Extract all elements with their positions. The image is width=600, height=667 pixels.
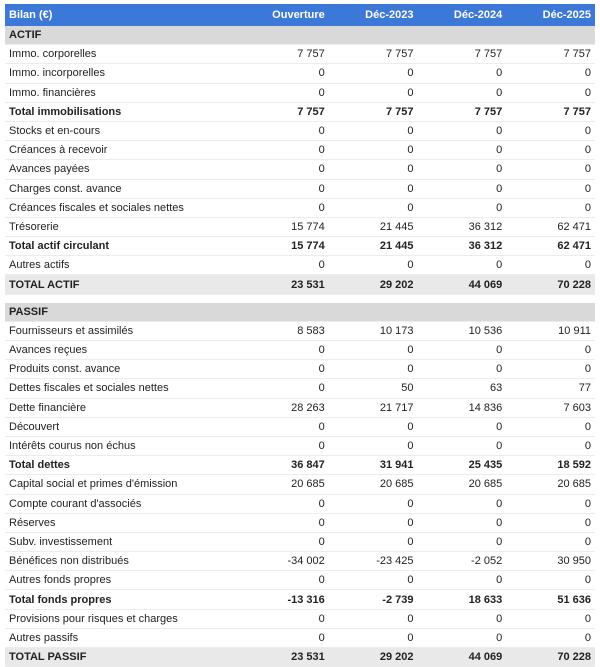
cell-value: 62 471 bbox=[506, 217, 595, 236]
cell-value: 0 bbox=[240, 141, 329, 160]
cell-value: 0 bbox=[418, 417, 507, 436]
cell-value: 0 bbox=[329, 198, 418, 217]
cell-value: 0 bbox=[240, 160, 329, 179]
cell-value: 0 bbox=[329, 360, 418, 379]
cell-value: 70 228 bbox=[506, 648, 595, 667]
table-row bbox=[5, 160, 595, 179]
cell-value: 44 069 bbox=[418, 275, 507, 294]
row-label: Immo. corporelles bbox=[5, 45, 240, 64]
cell-value: 62 471 bbox=[506, 237, 595, 256]
section-label: ACTIF bbox=[5, 26, 595, 45]
row-label: Fournisseurs et assimilés bbox=[5, 321, 240, 340]
cell-value: 0 bbox=[506, 141, 595, 160]
row-label: Total fonds propres bbox=[5, 590, 240, 609]
row-label: Autres fonds propres bbox=[5, 571, 240, 590]
cell-value: 0 bbox=[506, 532, 595, 551]
row-label: Produits const. avance bbox=[5, 360, 240, 379]
cell-value: 0 bbox=[329, 160, 418, 179]
table-row bbox=[5, 45, 595, 64]
cell-value: 15 774 bbox=[240, 217, 329, 236]
row-label: Bénéfices non distribués bbox=[5, 552, 240, 571]
table-row bbox=[5, 83, 595, 102]
cell-value: 0 bbox=[240, 179, 329, 198]
cell-value: 0 bbox=[329, 494, 418, 513]
row-label: Total dettes bbox=[5, 456, 240, 475]
table-row bbox=[5, 532, 595, 551]
cell-value: 0 bbox=[240, 198, 329, 217]
row-label: TOTAL PASSIF bbox=[5, 648, 240, 667]
table-row bbox=[5, 628, 595, 647]
cell-value: 0 bbox=[506, 121, 595, 140]
cell-value: 10 536 bbox=[418, 321, 507, 340]
cell-value: 0 bbox=[329, 83, 418, 102]
cell-value: 0 bbox=[240, 417, 329, 436]
cell-value: 0 bbox=[240, 571, 329, 590]
section-label: PASSIF bbox=[5, 303, 595, 322]
table-row bbox=[5, 417, 595, 436]
cell-value: 0 bbox=[506, 160, 595, 179]
cell-value: 0 bbox=[506, 341, 595, 360]
column-header-dec-2023: Déc-2023 bbox=[329, 4, 418, 26]
table-row bbox=[5, 571, 595, 590]
passif-section bbox=[5, 303, 595, 667]
cell-value: 36 847 bbox=[240, 456, 329, 475]
row-label: Total immobilisations bbox=[5, 102, 240, 121]
cell-value: 29 202 bbox=[329, 648, 418, 667]
subtotal-row bbox=[5, 102, 595, 121]
cell-value: 25 435 bbox=[418, 456, 507, 475]
cell-value: 0 bbox=[418, 609, 507, 628]
cell-value: 0 bbox=[418, 141, 507, 160]
table-row bbox=[5, 360, 595, 379]
cell-value: 0 bbox=[506, 360, 595, 379]
cell-value: 0 bbox=[418, 513, 507, 532]
cell-value: 10 173 bbox=[329, 321, 418, 340]
row-label: Compte courant d'associés bbox=[5, 494, 240, 513]
table-row bbox=[5, 64, 595, 83]
cell-value: 0 bbox=[240, 513, 329, 532]
table-row bbox=[5, 256, 595, 275]
cell-value: 15 774 bbox=[240, 237, 329, 256]
row-label: Charges const. avance bbox=[5, 179, 240, 198]
cell-value: 18 633 bbox=[418, 590, 507, 609]
cell-value: 7 757 bbox=[418, 102, 507, 121]
cell-value: 0 bbox=[506, 64, 595, 83]
cell-value: 0 bbox=[506, 494, 595, 513]
row-label: Provisions pour risques et charges bbox=[5, 609, 240, 628]
row-label: Subv. investissement bbox=[5, 532, 240, 551]
cell-value: 29 202 bbox=[329, 275, 418, 294]
cell-value: 23 531 bbox=[240, 648, 329, 667]
cell-value: 0 bbox=[506, 628, 595, 647]
row-label: Réserves bbox=[5, 513, 240, 532]
table-row bbox=[5, 436, 595, 455]
cell-value: 0 bbox=[506, 436, 595, 455]
cell-value: 0 bbox=[506, 609, 595, 628]
row-label: Stocks et en-cours bbox=[5, 121, 240, 140]
cell-value: 0 bbox=[418, 436, 507, 455]
cell-value: 7 757 bbox=[329, 102, 418, 121]
cell-value: 0 bbox=[418, 571, 507, 590]
grand-total-row bbox=[5, 275, 595, 294]
cell-value: 14 836 bbox=[418, 398, 507, 417]
cell-value: 0 bbox=[418, 179, 507, 198]
header-row bbox=[5, 4, 595, 26]
cell-value: 36 312 bbox=[418, 217, 507, 236]
subtotal-row bbox=[5, 590, 595, 609]
cell-value: 0 bbox=[240, 64, 329, 83]
row-label: Avances reçues bbox=[5, 341, 240, 360]
cell-value: 0 bbox=[506, 256, 595, 275]
cell-value: 0 bbox=[240, 121, 329, 140]
cell-value: 0 bbox=[418, 83, 507, 102]
row-label: Capital social et primes d'émission bbox=[5, 475, 240, 494]
cell-value: 0 bbox=[418, 121, 507, 140]
table-row bbox=[5, 341, 595, 360]
cell-value: 0 bbox=[329, 571, 418, 590]
cell-value: 20 685 bbox=[329, 475, 418, 494]
cell-value: 0 bbox=[329, 121, 418, 140]
table-row bbox=[5, 552, 595, 571]
column-header-dec-2025: Déc-2025 bbox=[506, 4, 595, 26]
cell-value: -34 002 bbox=[240, 552, 329, 571]
cell-value: 23 531 bbox=[240, 275, 329, 294]
table-row bbox=[5, 121, 595, 140]
cell-value: 0 bbox=[240, 341, 329, 360]
cell-value: 7 757 bbox=[240, 102, 329, 121]
cell-value: 0 bbox=[329, 341, 418, 360]
row-label: Créances fiscales et sociales nettes bbox=[5, 198, 240, 217]
cell-value: 50 bbox=[329, 379, 418, 398]
row-label: Autres actifs bbox=[5, 256, 240, 275]
actif-section bbox=[5, 26, 595, 294]
table-row bbox=[5, 198, 595, 217]
column-header-dec-2024: Déc-2024 bbox=[418, 4, 507, 26]
row-label: Immo. financières bbox=[5, 83, 240, 102]
row-label: Total actif circulant bbox=[5, 237, 240, 256]
cell-value: 0 bbox=[418, 341, 507, 360]
section-header-actif bbox=[5, 26, 595, 45]
cell-value: 0 bbox=[329, 628, 418, 647]
cell-value: 0 bbox=[329, 609, 418, 628]
cell-value: 20 685 bbox=[418, 475, 507, 494]
balance-sheet-table bbox=[5, 4, 595, 667]
section-header-passif bbox=[5, 303, 595, 322]
cell-value: 0 bbox=[329, 141, 418, 160]
row-label: Dettes fiscales et sociales nettes bbox=[5, 379, 240, 398]
cell-value: 0 bbox=[240, 628, 329, 647]
table-row bbox=[5, 141, 595, 160]
cell-value: 0 bbox=[240, 609, 329, 628]
table-row bbox=[5, 379, 595, 398]
table-row bbox=[5, 475, 595, 494]
cell-value: 0 bbox=[506, 417, 595, 436]
cell-value: 20 685 bbox=[506, 475, 595, 494]
row-label: Immo. incorporelles bbox=[5, 64, 240, 83]
table-row bbox=[5, 494, 595, 513]
cell-value: 63 bbox=[418, 379, 507, 398]
cell-value: -23 425 bbox=[329, 552, 418, 571]
cell-value: 0 bbox=[418, 64, 507, 83]
cell-value: 0 bbox=[329, 256, 418, 275]
subtotal-row bbox=[5, 237, 595, 256]
cell-value: 77 bbox=[506, 379, 595, 398]
cell-value: 20 685 bbox=[240, 475, 329, 494]
cell-value: -2 052 bbox=[418, 552, 507, 571]
cell-value: 0 bbox=[506, 513, 595, 532]
cell-value: 0 bbox=[506, 179, 595, 198]
cell-value: 0 bbox=[240, 436, 329, 455]
section-spacer bbox=[5, 294, 595, 303]
cell-value: 7 757 bbox=[506, 45, 595, 64]
row-label: Découvert bbox=[5, 417, 240, 436]
cell-value: 0 bbox=[240, 360, 329, 379]
cell-value: 0 bbox=[240, 494, 329, 513]
row-label: Avances payées bbox=[5, 160, 240, 179]
cell-value: 0 bbox=[418, 532, 507, 551]
row-label: Créances à recevoir bbox=[5, 141, 240, 160]
row-label: Dette financière bbox=[5, 398, 240, 417]
cell-value: 0 bbox=[329, 417, 418, 436]
cell-value: 0 bbox=[418, 160, 507, 179]
table-row bbox=[5, 179, 595, 198]
cell-value: 7 757 bbox=[240, 45, 329, 64]
cell-value: 0 bbox=[329, 532, 418, 551]
table-row bbox=[5, 513, 595, 532]
cell-value: 28 263 bbox=[240, 398, 329, 417]
cell-value: 0 bbox=[329, 179, 418, 198]
cell-value: 0 bbox=[329, 436, 418, 455]
table-title: Bilan (€) bbox=[5, 4, 240, 26]
cell-value: 7 757 bbox=[506, 102, 595, 121]
cell-value: 0 bbox=[329, 513, 418, 532]
cell-value: 0 bbox=[418, 628, 507, 647]
cell-value: 21 717 bbox=[329, 398, 418, 417]
cell-value: 0 bbox=[418, 494, 507, 513]
cell-value: 31 941 bbox=[329, 456, 418, 475]
cell-value: 0 bbox=[506, 198, 595, 217]
cell-value: 7 603 bbox=[506, 398, 595, 417]
cell-value: 0 bbox=[506, 83, 595, 102]
cell-value: 10 911 bbox=[506, 321, 595, 340]
cell-value: 30 950 bbox=[506, 552, 595, 571]
cell-value: 36 312 bbox=[418, 237, 507, 256]
cell-value: 0 bbox=[240, 83, 329, 102]
cell-value: 0 bbox=[418, 256, 507, 275]
cell-value: 8 583 bbox=[240, 321, 329, 340]
table-row bbox=[5, 398, 595, 417]
cell-value: 21 445 bbox=[329, 237, 418, 256]
cell-value: -2 739 bbox=[329, 590, 418, 609]
grand-total-row bbox=[5, 648, 595, 667]
subtotal-row bbox=[5, 456, 595, 475]
cell-value: 0 bbox=[329, 64, 418, 83]
cell-value: 0 bbox=[506, 571, 595, 590]
cell-value: 44 069 bbox=[418, 648, 507, 667]
row-label: Trésorerie bbox=[5, 217, 240, 236]
table-row bbox=[5, 321, 595, 340]
cell-value: 7 757 bbox=[418, 45, 507, 64]
cell-value: 0 bbox=[240, 532, 329, 551]
cell-value: 7 757 bbox=[329, 45, 418, 64]
cell-value: 51 636 bbox=[506, 590, 595, 609]
cell-value: 0 bbox=[418, 198, 507, 217]
row-label: Autres passifs bbox=[5, 628, 240, 647]
row-label: Intérêts courus non échus bbox=[5, 436, 240, 455]
cell-value: 70 228 bbox=[506, 275, 595, 294]
cell-value: 0 bbox=[240, 256, 329, 275]
table-row bbox=[5, 609, 595, 628]
column-header-ouverture: Ouverture bbox=[240, 4, 329, 26]
cell-value: -13 316 bbox=[240, 590, 329, 609]
cell-value: 0 bbox=[418, 360, 507, 379]
cell-value: 0 bbox=[240, 379, 329, 398]
cell-value: 18 592 bbox=[506, 456, 595, 475]
table-row bbox=[5, 217, 595, 236]
cell-value: 21 445 bbox=[329, 217, 418, 236]
row-label: TOTAL ACTIF bbox=[5, 275, 240, 294]
spacer-row bbox=[5, 294, 595, 303]
